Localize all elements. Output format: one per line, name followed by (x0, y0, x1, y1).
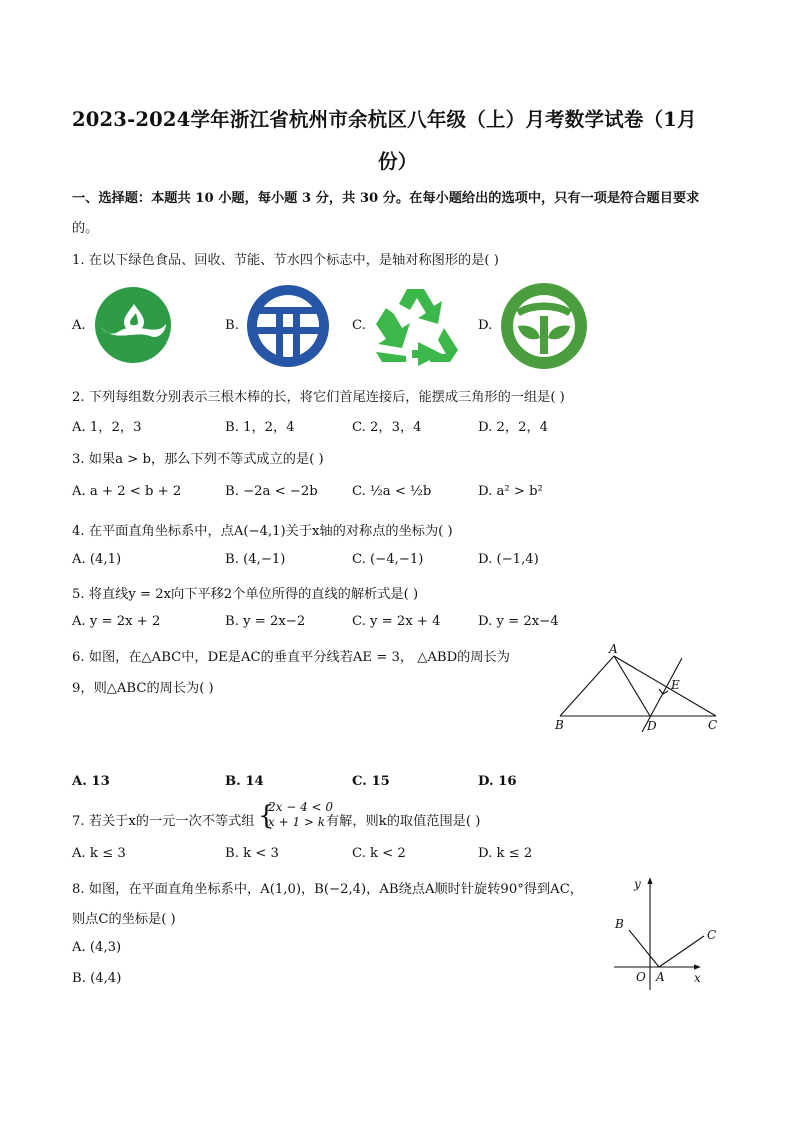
triangle-figure (550, 644, 725, 736)
question-1-stem: 1. 在以下绿色食品、回收、节能、节水四个标志中，是轴对称图形的是( ) (72, 253, 499, 268)
question-2-stem: 2. 下列每组数分别表示三根木棒的长，将它们首尾连接后，能摆成三角形的一组是( ) (72, 390, 565, 405)
question-8-stem: 8. 如图，在平面直角坐标系中，A(1,0)，B(−2,4)，AB绕点A顺时针旋转90°得到AC， (72, 882, 583, 897)
q6-option-b: B. 14 (225, 774, 264, 789)
question-3-stem: 3. 如果a > b，那么下列不等式成立的是( ) (72, 452, 324, 467)
origin-label: O (636, 970, 646, 984)
axis-label-x: x (694, 971, 701, 985)
question-8-stem-continued: 则点C的坐标是( ) (72, 912, 176, 927)
q2-option-b: B. 1，2，4 (225, 420, 295, 435)
point-label-b: B (615, 917, 624, 931)
q5-option-b: B. y = 2x−2 (225, 614, 306, 629)
question-7-stem-end: 有解，则k的取值范围是( ) (326, 814, 481, 829)
inequality-2: x + 1 > k (268, 815, 326, 829)
q1-option-b-label: B. (225, 318, 239, 333)
q4-option-a: A. (4,1) (72, 552, 122, 567)
question-5-stem: 5. 将直线y = 2x向下平移2个单位所得的直线的解析式是( ) (72, 587, 419, 602)
q6-option-a: A. 13 (72, 774, 110, 789)
q8-option-b: B. (4,4) (72, 971, 122, 986)
q7-option-c: C. k < 2 (352, 846, 406, 861)
figure-label-d: D (647, 719, 657, 733)
section-heading: 一、选择题：本题共 10 小题，每小题 3 分，共 30 分。在每小题给出的选项中，只有一项是符合题目要求 (72, 191, 700, 206)
coordinate-figure (610, 872, 720, 992)
figure-label-b: B (555, 718, 564, 732)
figure-label-c: C (708, 718, 718, 732)
q7-option-b: B. k < 3 (225, 846, 279, 861)
q4-option-b: B. (4,−1) (225, 552, 286, 567)
q4-option-c: C. (−4,−1) (352, 552, 424, 567)
q7-option-d: D. k ≤ 2 (478, 846, 533, 861)
q6-option-d: D. 16 (478, 774, 517, 789)
q1-option-d-label: D. (478, 318, 493, 333)
q7-option-a: A. k ≤ 3 (72, 846, 126, 861)
q3-option-c: C. ½a < ½b (352, 484, 432, 499)
q5-option-c: C. y = 2x + 4 (352, 614, 441, 629)
question-4-stem: 4. 在平面直角坐标系中，点A(−4,1)关于x轴的对称点的坐标为( ) (72, 524, 453, 539)
q6-option-c: C. 15 (352, 774, 390, 789)
recycle-arrows-logo-icon (372, 284, 466, 366)
q3-option-b: B. −2a < −2b (225, 484, 318, 499)
page-title-continued: 份） (378, 150, 418, 173)
q3-option-d: D. a² > b² (478, 484, 543, 499)
blue-energy-logo-icon (246, 284, 330, 368)
point-label-a: A (656, 970, 665, 984)
q5-option-a: A. y = 2x + 2 (72, 614, 161, 629)
question-6-stem-continued: 9，则△ABC的周长为( ) (72, 681, 214, 696)
q1-option-c-label: C. (352, 318, 366, 333)
q4-option-d: D. (−1,4) (478, 552, 539, 567)
section-heading-continued: 的。 (72, 221, 99, 236)
q5-option-d: D. y = 2x−4 (478, 614, 559, 629)
q2-option-c: C. 2，3，4 (352, 420, 422, 435)
q3-option-a: A. a + 2 < b + 2 (72, 484, 182, 499)
question-7-stem: 7. 若关于x的一元一次不等式组 (72, 814, 255, 829)
q1-option-a-label: A. (72, 318, 86, 333)
inequality-1: 2x − 4 < 0 (268, 800, 334, 814)
page-title: 2023-2024学年浙江省杭州市余杭区八年级（上）月考数学试卷（1月 (72, 108, 697, 131)
axis-label-y: y (634, 877, 641, 891)
figure-label-e: E (671, 678, 680, 692)
q8-option-a: A. (4,3) (72, 940, 122, 955)
q2-option-a: A. 1，2，3 (72, 420, 142, 435)
system-brace: { (258, 801, 275, 831)
green-food-logo-icon (500, 282, 588, 370)
q2-option-d: D. 2，2，4 (478, 420, 549, 435)
green-drop-logo-icon (94, 286, 172, 364)
figure-label-a: A (609, 642, 618, 656)
question-6-stem: 6. 如图，在△ABC中，DE是AC的垂直平分线若AE = 3， △ABD的周长为 (72, 650, 510, 665)
point-label-c: C (707, 928, 717, 942)
